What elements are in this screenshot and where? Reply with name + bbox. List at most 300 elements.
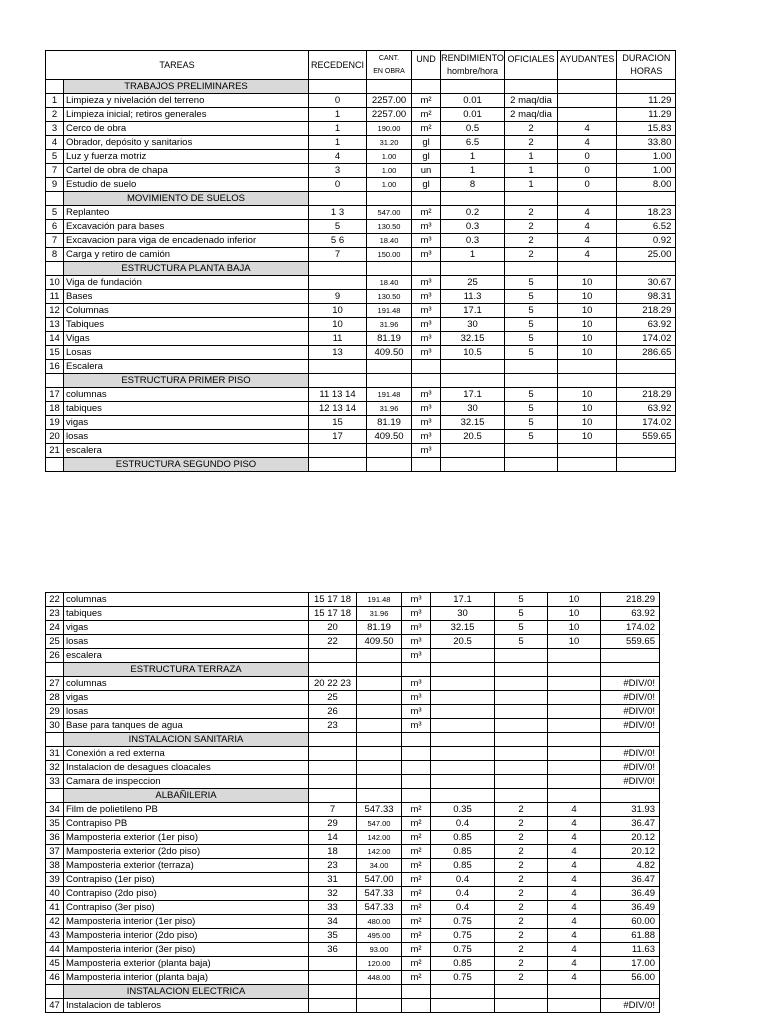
quantity-cell [367,360,412,374]
ayudantes-cell [548,649,601,663]
empty-cell [548,663,601,677]
empty-cell [367,80,412,94]
empty-cell [505,458,558,472]
empty-cell [441,192,505,206]
unit-cell: m² [402,873,431,887]
task-number: 1 [46,94,64,108]
quantity-cell: 1.00 [367,178,412,192]
duracion-cell: 559.65 [601,635,660,649]
rendimiento-cell [431,691,495,705]
precedence-cell: 4 [309,150,367,164]
unit-cell [412,360,441,374]
oficiales-cell [495,719,548,733]
duracion-cell: 174.02 [617,332,676,346]
duracion-cell: 8.00 [617,178,676,192]
empty-cell [309,374,367,388]
header-precedencia: RECEDENCI [309,51,367,80]
empty-cell [367,192,412,206]
rendimiento-cell: 0.2 [441,206,505,220]
task-number: 10 [46,276,64,290]
unit-cell: m³ [412,220,441,234]
task-name: tabiques [64,607,309,621]
task-row [46,444,676,458]
unit-cell: m³ [402,621,431,635]
rendimiento-cell: 32.15 [431,621,495,635]
section-number-cell [46,192,64,206]
duracion-cell: 559.65 [617,430,676,444]
task-number: 44 [46,943,64,957]
task-number: 40 [46,887,64,901]
task-row [46,649,660,663]
oficiales-cell: 2 [505,248,558,262]
task-row [46,164,676,178]
section-row [46,663,660,677]
rendimiento-cell: 20.5 [431,635,495,649]
task-number: 26 [46,649,64,663]
precedence-cell [309,775,357,789]
quantity-cell: 409.50 [367,430,412,444]
task-row [46,220,676,234]
task-name: Viga de fundación [64,276,309,290]
duracion-cell: 11.63 [601,943,660,957]
task-row [46,999,660,1013]
precedence-cell: 18 [309,845,357,859]
quantity-cell: 18.40 [367,276,412,290]
unit-cell: m² [412,206,441,220]
precedence-cell: 17 [309,430,367,444]
unit-cell: m² [412,122,441,136]
precedence-cell: 10 [309,304,367,318]
ayudantes-cell: 4 [548,859,601,873]
oficiales-cell: 5 [505,430,558,444]
task-number: 34 [46,803,64,817]
unit-cell: m³ [402,649,431,663]
precedence-cell [309,999,357,1013]
task-row [46,332,676,346]
header-duracion [617,51,676,80]
task-row [46,388,676,402]
empty-cell [412,192,441,206]
oficiales-cell [495,999,548,1013]
section-row [46,80,676,94]
rendimiento-cell: 0.01 [441,94,505,108]
precedence-cell [309,957,357,971]
empty-cell [617,458,676,472]
unit-cell [402,775,431,789]
duracion-cell: 0.92 [617,234,676,248]
duracion-cell: #DIV/0! [601,719,660,733]
precedence-cell: 12 13 14 [309,402,367,416]
ayudantes-cell: 10 [558,318,617,332]
empty-cell [431,789,495,803]
task-row [46,719,660,733]
task-number: 5 [46,206,64,220]
ayudantes-cell: 10 [548,607,601,621]
quantity-cell [357,705,402,719]
precedence-cell: 23 [309,719,357,733]
section-number-cell [46,80,64,94]
empty-cell [601,733,660,747]
unit-cell: m³ [412,416,441,430]
header-rendimiento [441,51,505,80]
task-name: Instalacion de tableros [64,999,309,1013]
ayudantes-cell: 4 [548,817,601,831]
quantity-cell: 18.40 [367,234,412,248]
precedence-cell: 34 [309,915,357,929]
ayudantes-cell [548,747,601,761]
task-row [46,304,676,318]
unit-cell: m² [402,887,431,901]
empty-cell [367,374,412,388]
task-number: 7 [46,164,64,178]
quantity-cell: 31.20 [367,136,412,150]
duracion-cell: 36.49 [601,901,660,915]
ayudantes-cell [548,775,601,789]
oficiales-cell: 5 [495,607,548,621]
quantity-cell: 2257.00 [367,94,412,108]
task-name: columnas [64,593,309,607]
quantity-cell: 409.50 [357,635,402,649]
quantity-cell: 1.00 [367,164,412,178]
ayudantes-cell: 0 [558,164,617,178]
empty-cell [412,374,441,388]
quantity-cell: 31.96 [367,318,412,332]
task-number: 24 [46,621,64,635]
empty-cell [495,733,548,747]
empty-cell [495,985,548,999]
quantity-cell [357,649,402,663]
quantity-cell: 130.50 [367,220,412,234]
precedence-cell: 32 [309,887,357,901]
task-name: Contrapiso (1er piso) [64,873,309,887]
empty-cell [309,192,367,206]
task-number: 11 [46,290,64,304]
quantity-cell: 81.19 [367,332,412,346]
task-row [46,206,676,220]
duracion-cell [601,649,660,663]
quantity-cell: 120.00 [357,957,402,971]
rendimiento-cell: 20.5 [441,430,505,444]
empty-cell [367,262,412,276]
task-row [46,108,676,122]
duracion-cell: 36.49 [601,887,660,901]
precedence-cell: 20 [309,621,357,635]
task-row [46,430,676,444]
section-title: ESTRUCTURA PRIMER PISO [64,374,309,388]
task-number: 41 [46,901,64,915]
duracion-cell: 56.00 [601,971,660,985]
task-name: Mamposteria exterior (terraza) [64,859,309,873]
empty-cell [309,663,357,677]
task-number: 3 [46,122,64,136]
empty-cell [357,985,402,999]
task-number: 12 [46,304,64,318]
quantity-cell: 191.48 [357,593,402,607]
rendimiento-cell: 0.3 [441,220,505,234]
oficiales-cell [495,691,548,705]
rendimiento-cell: 25 [441,276,505,290]
precedence-cell [309,360,367,374]
precedence-cell: 20 22 23 [309,677,357,691]
task-row [46,416,676,430]
unit-cell: m² [402,943,431,957]
task-name: Mamposteria interior (2do piso) [64,929,309,943]
task-row [46,957,660,971]
ayudantes-cell [548,999,601,1013]
precedence-cell: 1 [309,122,367,136]
unit-cell: m³ [402,719,431,733]
unit-cell: m³ [412,332,441,346]
task-name: Cerco de obra [64,122,309,136]
task-name: columnas [64,388,309,402]
unit-cell [402,761,431,775]
task-number: 9 [46,178,64,192]
ayudantes-cell: 4 [558,220,617,234]
task-name: Mamposteria interior (planta baja) [64,971,309,985]
oficiales-cell [495,677,548,691]
task-name: Camara de inspeccion [64,775,309,789]
rendimiento-cell: 0.75 [431,943,495,957]
unit-cell: m² [402,845,431,859]
quantity-cell [357,691,402,705]
unit-cell: m³ [412,430,441,444]
oficiales-cell: 2 [505,234,558,248]
rendimiento-cell [431,761,495,775]
precedence-cell: 26 [309,705,357,719]
unit-cell: m² [402,803,431,817]
duracion-cell: 63.92 [617,402,676,416]
duracion-cell: 33.80 [617,136,676,150]
quantity-cell [357,999,402,1013]
task-row [46,915,660,929]
rendimiento-cell: 0.4 [431,887,495,901]
ayudantes-cell: 10 [558,346,617,360]
unit-cell: m² [402,901,431,915]
quantity-cell [357,719,402,733]
task-row [46,136,676,150]
unit-cell: m³ [412,248,441,262]
empty-cell [357,663,402,677]
oficiales-cell: 2 [505,220,558,234]
task-number: 37 [46,845,64,859]
precedence-cell [309,649,357,663]
rendimiento-cell: 0.85 [431,957,495,971]
oficiales-cell [495,775,548,789]
rendimiento-cell: 1 [441,248,505,262]
task-name: Limpieza inicial; retiros generales [64,108,309,122]
task-number: 4 [46,136,64,150]
oficiales-cell: 2 [495,915,548,929]
oficiales-cell [495,649,548,663]
task-row [46,761,660,775]
ayudantes-cell: 10 [558,290,617,304]
oficiales-cell: 2 [505,122,558,136]
quantity-cell: 93.00 [357,943,402,957]
quantity-cell: 547.00 [367,206,412,220]
duracion-cell: 1.00 [617,164,676,178]
oficiales-cell: 2 [495,971,548,985]
duracion-cell: #DIV/0! [601,761,660,775]
rendimiento-cell: 0.4 [431,817,495,831]
quantity-cell: 31.96 [357,607,402,621]
empty-cell [441,262,505,276]
duracion-cell: #DIV/0! [601,705,660,719]
section-title: ESTRUCTURA SEGUNDO PISO [64,458,309,472]
duracion-cell: 11.29 [617,108,676,122]
ayudantes-cell [548,691,601,705]
unit-cell: m³ [412,346,441,360]
header-tareas: TAREAS [46,51,309,80]
unit-cell: m³ [402,705,431,719]
task-row [46,971,660,985]
section-row [46,374,676,388]
header-und: UND [412,51,441,80]
task-row [46,901,660,915]
section-number-cell [46,262,64,276]
precedence-cell: 7 [309,248,367,262]
quantity-cell [357,775,402,789]
empty-cell [601,663,660,677]
ayudantes-cell [558,444,617,458]
empty-cell [558,374,617,388]
ayudantes-cell [558,94,617,108]
unit-cell: m³ [402,593,431,607]
quantity-cell: 81.19 [357,621,402,635]
unit-cell: m² [402,915,431,929]
task-name: escalera [64,649,309,663]
empty-cell [367,458,412,472]
rendimiento-cell: 17.1 [441,304,505,318]
task-row [46,122,676,136]
task-name: Excavación para bases [64,220,309,234]
precedence-cell: 15 17 18 [309,593,357,607]
empty-cell [441,374,505,388]
task-name: Estudio de suelo [64,178,309,192]
empty-cell [402,985,431,999]
unit-cell: m² [402,817,431,831]
oficiales-cell: 2 [495,845,548,859]
task-row [46,845,660,859]
unit-cell: m² [402,859,431,873]
section-row [46,262,676,276]
rendimiento-cell: 17.1 [441,388,505,402]
oficiales-cell: 2 [495,929,548,943]
duracion-cell: 20.12 [601,845,660,859]
rendimiento-cell: 0.75 [431,929,495,943]
duracion-cell: 1.00 [617,150,676,164]
ayudantes-cell: 10 [548,621,601,635]
rendimiento-cell [431,999,495,1013]
empty-cell [617,374,676,388]
precedence-cell: 0 [309,178,367,192]
section-number-cell [46,789,64,803]
unit-cell: m³ [402,635,431,649]
quantity-cell: 31.96 [367,402,412,416]
unit-cell: m³ [402,691,431,705]
rendimiento-cell: 1 [441,150,505,164]
oficiales-cell: 2 [495,873,548,887]
task-number: 6 [46,220,64,234]
task-row [46,248,676,262]
task-row [46,887,660,901]
rendimiento-cell: 6.5 [441,136,505,150]
ayudantes-cell: 10 [558,430,617,444]
duracion-cell: 4.82 [601,859,660,873]
task-row [46,831,660,845]
duracion-cell: 63.92 [601,607,660,621]
quantity-cell: 191.48 [367,304,412,318]
unit-cell: gl [412,178,441,192]
task-row [46,402,676,416]
precedence-cell: 10 [309,318,367,332]
task-row [46,677,660,691]
ayudantes-cell: 4 [548,845,601,859]
unit-cell: m³ [412,234,441,248]
precedence-cell [309,747,357,761]
rendimiento-cell: 0.35 [431,803,495,817]
task-number: 33 [46,775,64,789]
rendimiento-cell: 1 [441,164,505,178]
empty-cell [617,192,676,206]
task-number: 18 [46,402,64,416]
rendimiento-cell [441,444,505,458]
task-number: 47 [46,999,64,1013]
section-number-cell [46,663,64,677]
ayudantes-cell: 10 [558,332,617,346]
header-oficiales: OFICIALES [505,51,558,80]
task-number: 27 [46,677,64,691]
ayudantes-cell: 4 [548,915,601,929]
task-row [46,859,660,873]
task-name: vigas [64,621,309,635]
empty-cell [309,458,367,472]
ayudantes-cell: 4 [548,831,601,845]
task-number: 8 [46,248,64,262]
task-number: 45 [46,957,64,971]
unit-cell: m² [402,831,431,845]
task-row [46,873,660,887]
task-name: Luz y fuerza motriz [64,150,309,164]
duracion-cell: 17.00 [601,957,660,971]
precedence-cell: 36 [309,943,357,957]
oficiales-cell: 2 [505,136,558,150]
task-row [46,929,660,943]
empty-cell [617,262,676,276]
oficiales-cell: 5 [505,416,558,430]
rendimiento-cell: 0.4 [431,901,495,915]
duracion-cell: 218.29 [601,593,660,607]
ayudantes-cell: 4 [548,887,601,901]
empty-cell [505,374,558,388]
empty-cell [441,80,505,94]
task-number: 13 [46,318,64,332]
task-name: tabiques [64,402,309,416]
section-row [46,192,676,206]
task-number: 32 [46,761,64,775]
empty-cell [558,192,617,206]
rendimiento-cell [431,705,495,719]
ayudantes-cell: 4 [548,957,601,971]
ayudantes-cell: 4 [548,943,601,957]
oficiales-cell: 2 [495,957,548,971]
task-number: 38 [46,859,64,873]
precedence-cell [309,761,357,775]
task-name: Obrador, depósito y sanitarios [64,136,309,150]
duracion-cell: 63.92 [617,318,676,332]
precedence-cell: 7 [309,803,357,817]
section-title: ESTRUCTURA TERRAZA [64,663,309,677]
empty-cell [431,663,495,677]
